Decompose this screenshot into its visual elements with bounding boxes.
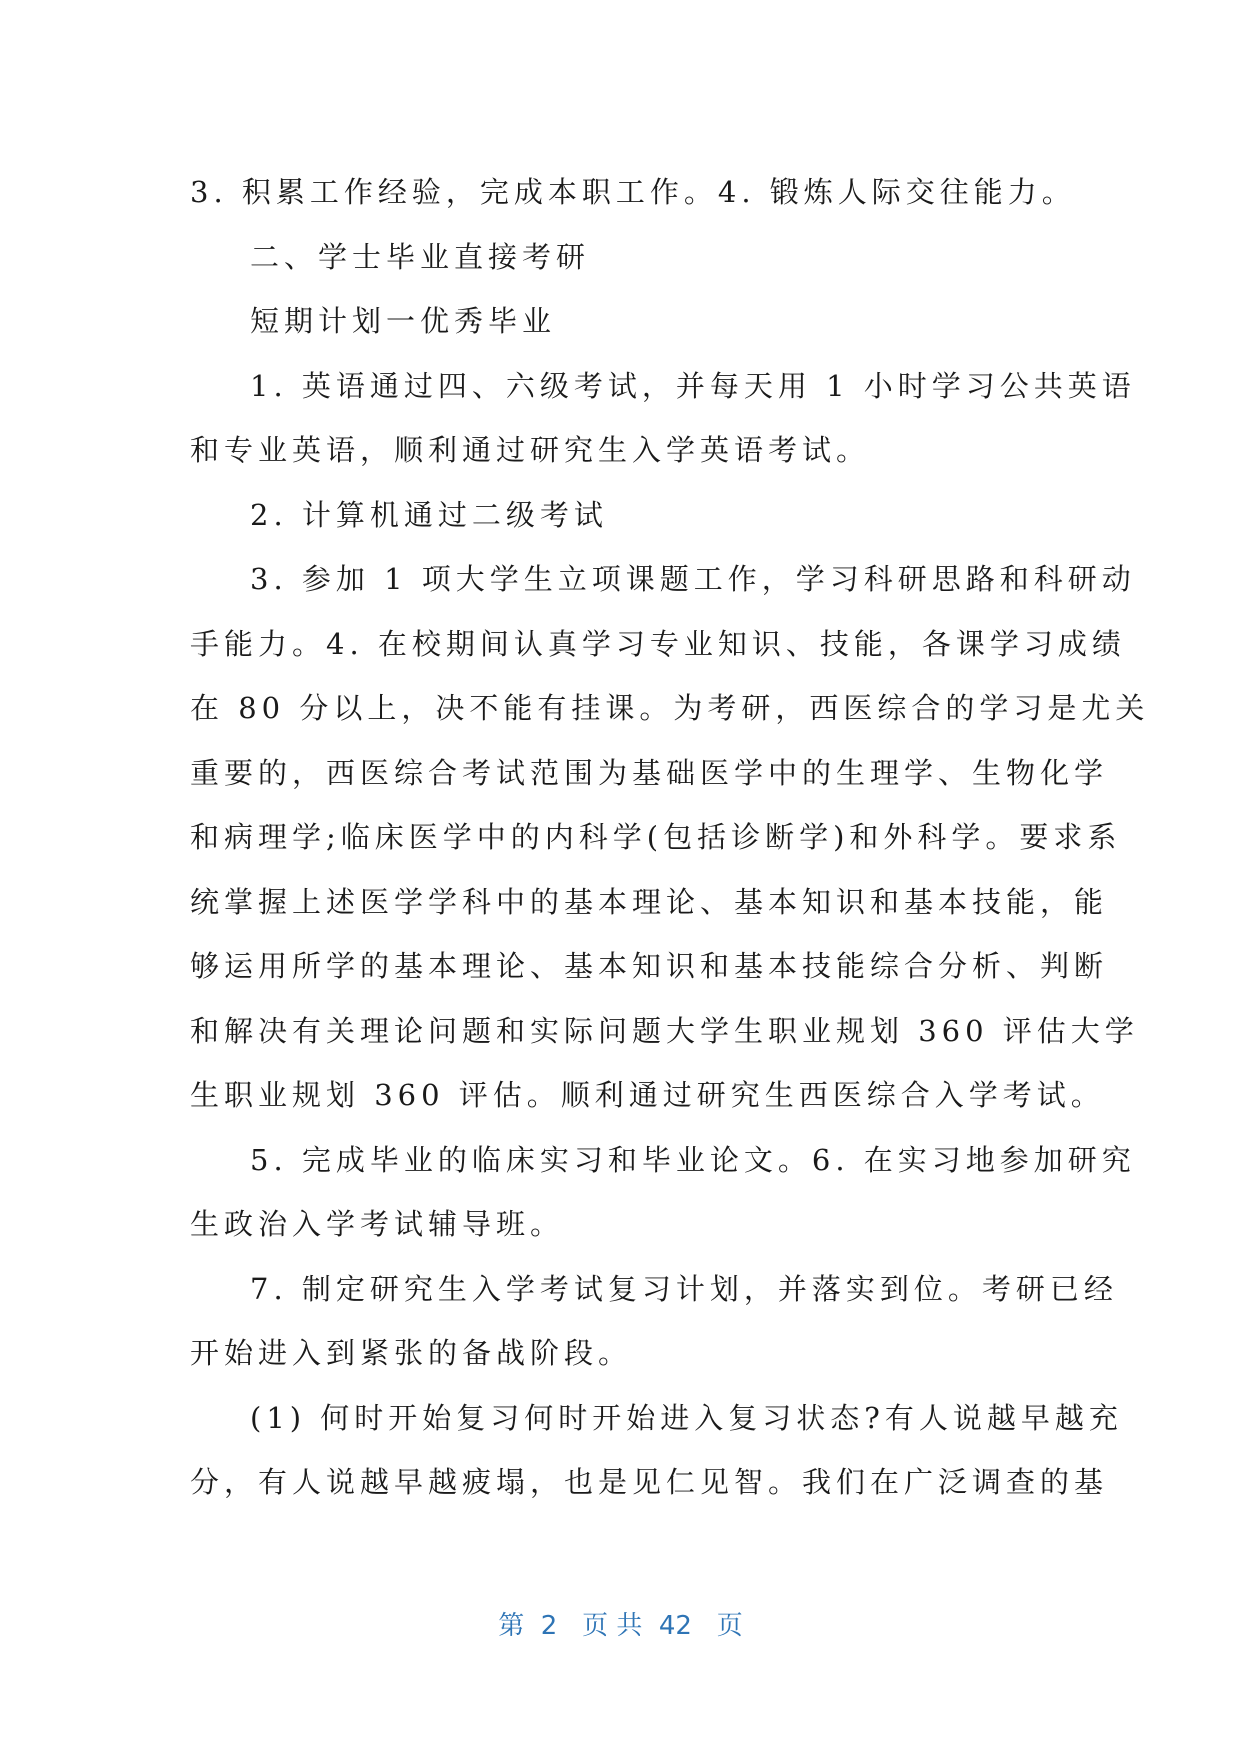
text-line: 7. 制定研究生入学考试复习计划，并落实到位。考研已经 <box>250 1271 1118 1306</box>
text-line: 在 80 分以上，决不能有挂课。为考研，西医综合的学习是尤关 <box>190 691 1150 725</box>
text-line: 3. 参加 1 项大学生立项课题工作，学习科研思路和科研动 <box>250 562 1136 596</box>
text-line: 分，有人说越早越疲塌，也是见仁见智。我们在广泛调查的基 <box>190 1465 1109 1499</box>
text-line: 5. 完成毕业的临床实习和毕业论文。6. 在实习地参加研究 <box>250 1142 1136 1177</box>
text-line: 和专业英语，顺利通过研究生入学英语考试。 <box>190 433 871 467</box>
text-line: 统掌握上述医学学科中的基本理论、基本知识和基本技能，能 <box>190 884 1109 919</box>
text-line: 和解决有关理论问题和实际问题大学生职业规划 360 评估大学 <box>190 1013 1139 1048</box>
text-line: 开始进入到紧张的备战阶段。 <box>190 1336 633 1370</box>
text-line: 生政治入学考试辅导班。 <box>190 1207 565 1241</box>
text-line: 生职业规划 360 评估。顺利通过研究生西医综合入学考试。 <box>190 1078 1105 1112</box>
text-line: 3. 积累工作经验，完成本职工作。4. 锻炼人际交往能力。 <box>190 175 1076 209</box>
text-line: 1. 英语通过四、六级考试，并每天用 1 小时学习公共英语 <box>250 368 1136 403</box>
text-line: 2. 计算机通过二级考试 <box>250 497 608 532</box>
text-line: (1) 何时开始复习何时开始进入复习状态?有人说越早越充 <box>250 1400 1123 1435</box>
text-line: 和病理学;临床医学中的内科学(包括诊断学)和外科学。要求系 <box>190 820 1122 854</box>
page-number-footer: 第 2 页 共 42 页 <box>498 1611 743 1641</box>
text-line: 短期计划一优秀毕业 <box>250 304 557 338</box>
document-body <box>190 160 1150 1515</box>
text-line: 手能力。4. 在校期间认真学习专业知识、技能，各课学习成绩 <box>190 626 1126 661</box>
text-line: 重要的，西医综合考试范围为基础医学中的生理学、生物化学 <box>190 755 1109 790</box>
text-line: 够运用所学的基本理论、基本知识和基本技能综合分析、判断 <box>190 949 1109 983</box>
text-line: 二、学士毕业直接考研 <box>250 239 591 274</box>
